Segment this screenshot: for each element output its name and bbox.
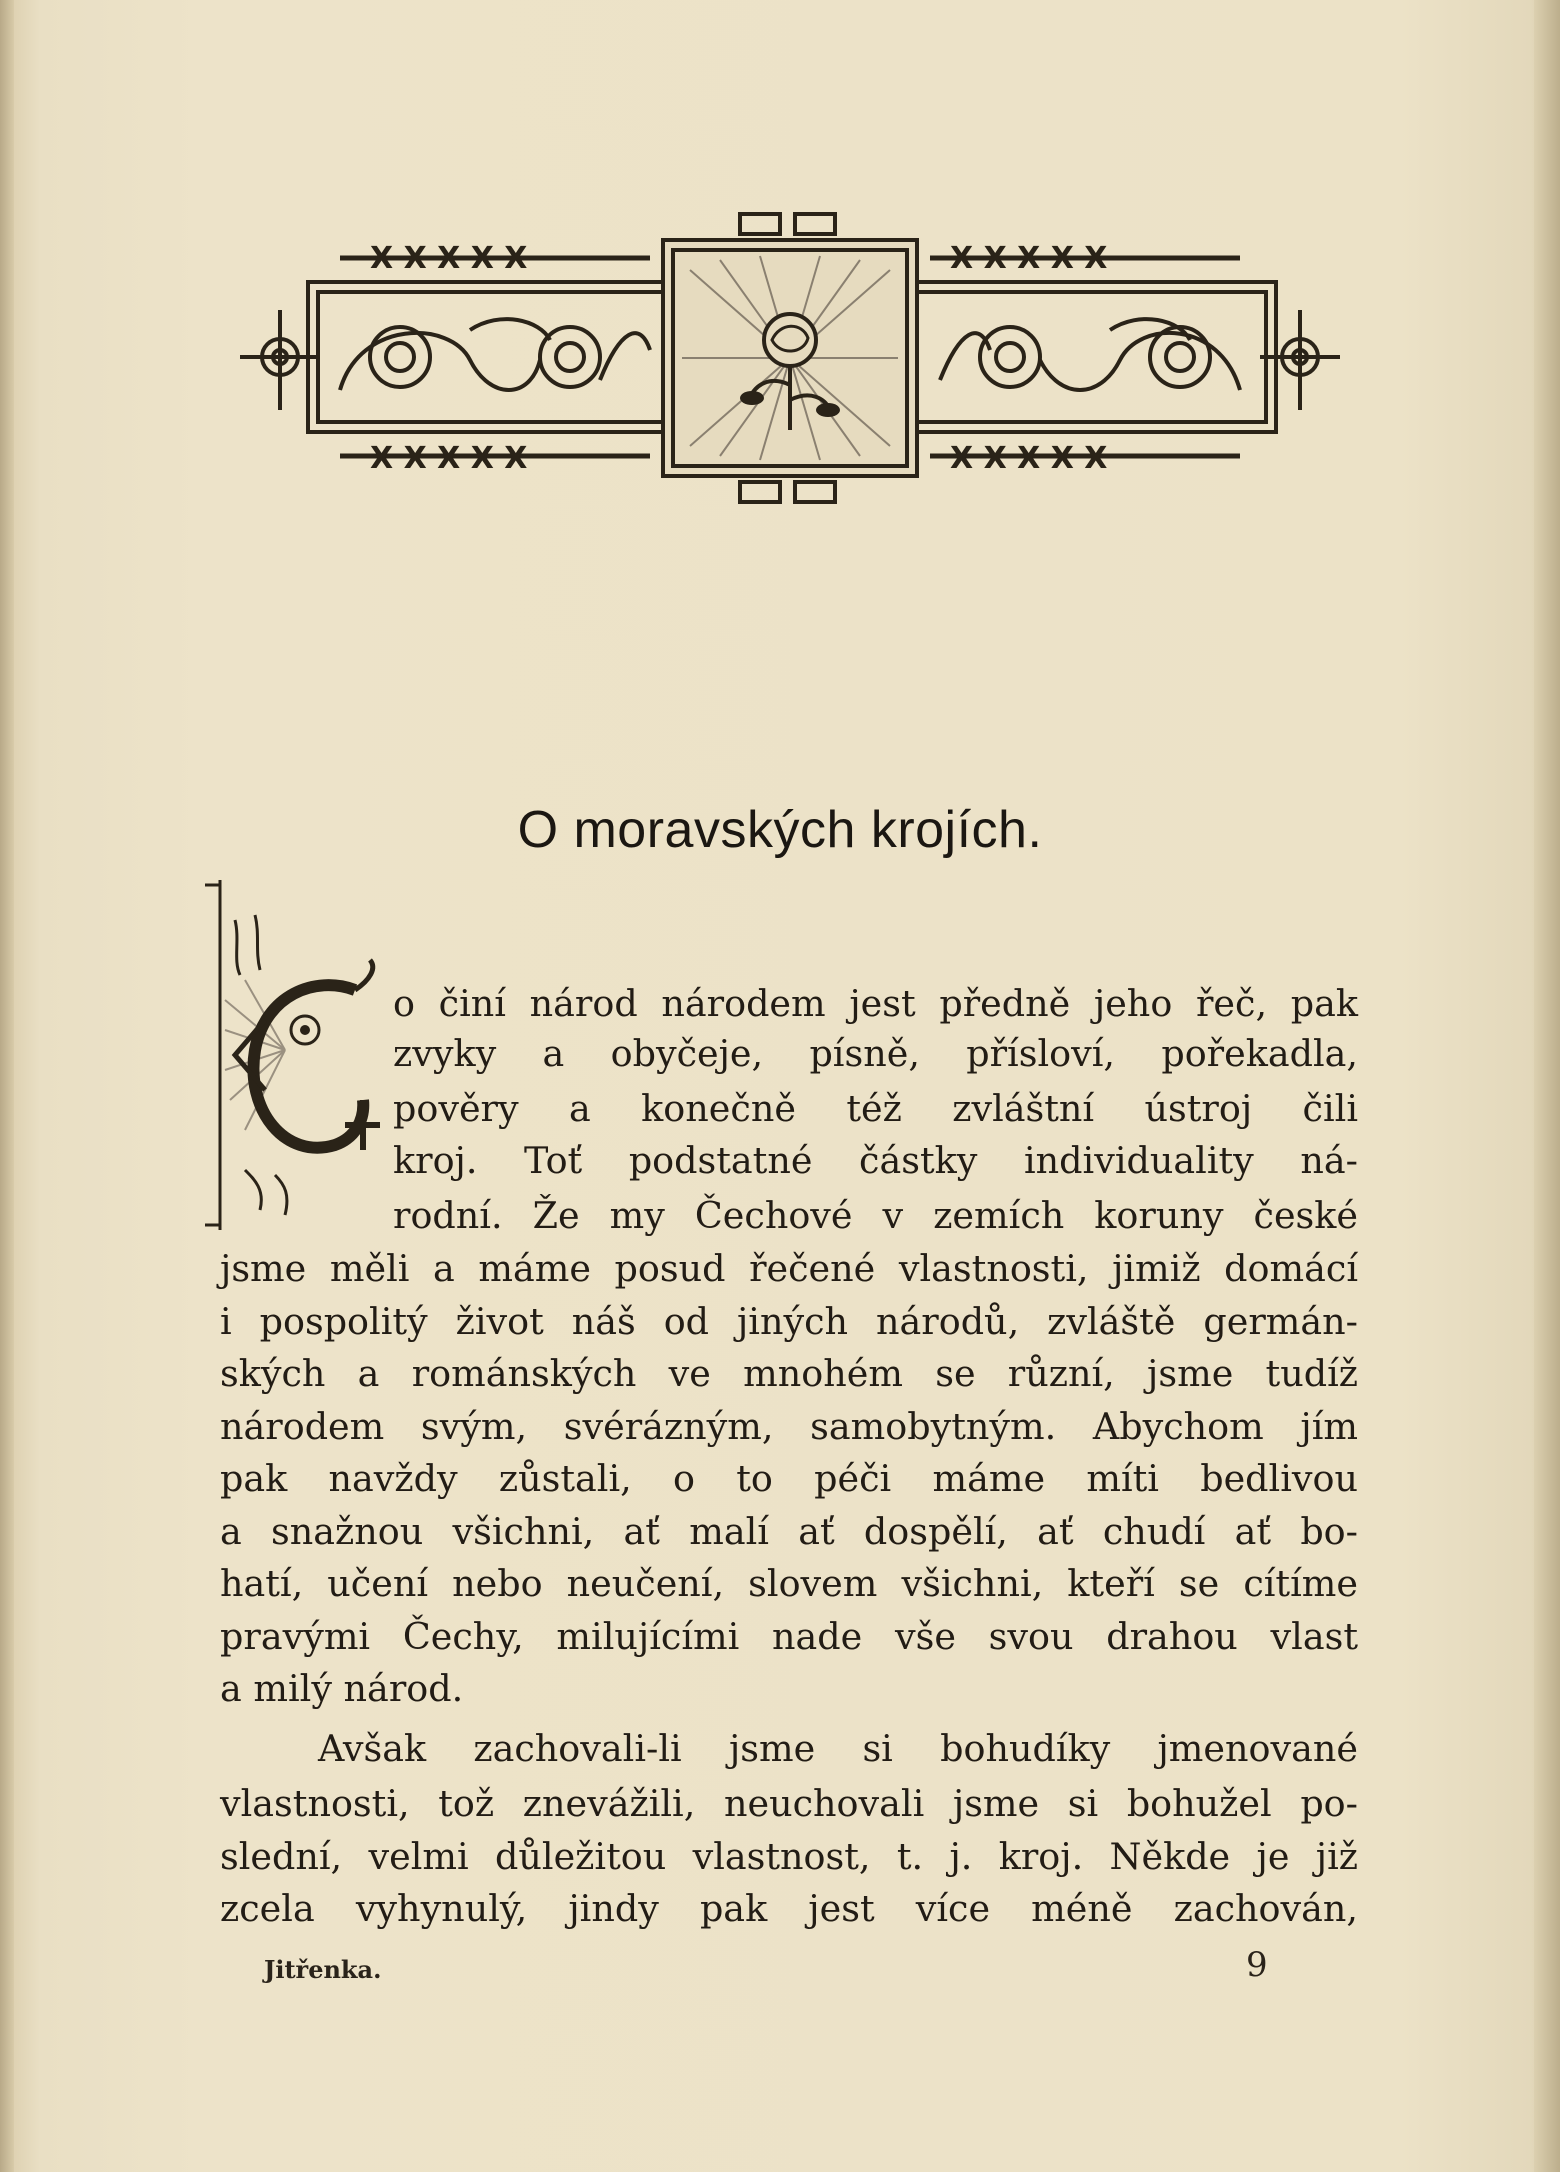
svg-text:X X X X X: X X X X X [950, 441, 1108, 476]
paragraph1-line-7: i pospolitý život náš od jiných národů, zvláště germán- [220, 1300, 1358, 1343]
paragraph2-line-2: vlastnosti, tož znevážili, neuchovali jsme si bohužel po- [220, 1782, 1358, 1825]
paragraph1-line-9: národem svým, svérázným, samobytným. Abychom jím [220, 1405, 1358, 1448]
drop-cap-initial [205, 880, 405, 1230]
paragraph2-line-4: zcela vyhynulý, jindy pak jest více méně zachován, [220, 1887, 1358, 1930]
paragraph1-line-2: zvyky a obyčeje, písně, přísloví, pořekadla, [393, 1032, 1358, 1075]
paragraph1-line-12: hatí, učení nebo neučení, slovem všichni, kteří se cítíme [220, 1562, 1358, 1605]
chapter-title: O moravských krojích. [517, 801, 1043, 859]
header-ornament [220, 210, 1360, 510]
paragraph1-line-11: a snažnou všichni, ať malí ať dospělí, ať chudí ať bo- [220, 1510, 1358, 1553]
paragraph2-line-1: Avšak zachovali-li jsme si bohudíky jmenované [318, 1727, 1358, 1770]
paragraph1-line-5: rodní. Že my Čechové v zemích koruny české [393, 1194, 1358, 1237]
page-left-edge [0, 0, 14, 2172]
paragraph2-line-3: slední, velmi důležitou vlastnost, t. j. kroj. Někde je již [220, 1835, 1358, 1878]
paragraph1-line-4: kroj. Toť podstatné částky individuality ná- [393, 1139, 1358, 1182]
paragraph1-line-3: pověry a konečně též zvláštní ústroj čili [393, 1087, 1358, 1130]
paragraph1-line-6: jsme měli a máme posud řečené vlastnosti, jimiž domácí [220, 1247, 1358, 1290]
paragraph1-line-8: ských a románských ve mnohém se různí, jsme tudíž [220, 1352, 1358, 1395]
paragraph1-line-14: a milý národ. [220, 1667, 464, 1710]
svg-text:X X X X X: X X X X X [950, 241, 1108, 276]
paragraph1-line-10: pak navždy zůstali, o to péči máme míti bedlivou [220, 1457, 1358, 1500]
paragraph1-line-13: pravými Čechy, milujícími nade vše svou drahou vlast [220, 1615, 1358, 1658]
svg-text:X X X X X: X X X X X [370, 241, 528, 276]
footer-page-number: 9 [1246, 1945, 1268, 1985]
svg-text:X X X X X: X X X X X [370, 441, 528, 476]
paragraph1-line-1: o činí národ národem jest předně jeho řeč, pak [393, 982, 1358, 1025]
footer-source: Jitřenka. [264, 1955, 382, 1984]
page-right-edge [1534, 0, 1560, 2172]
